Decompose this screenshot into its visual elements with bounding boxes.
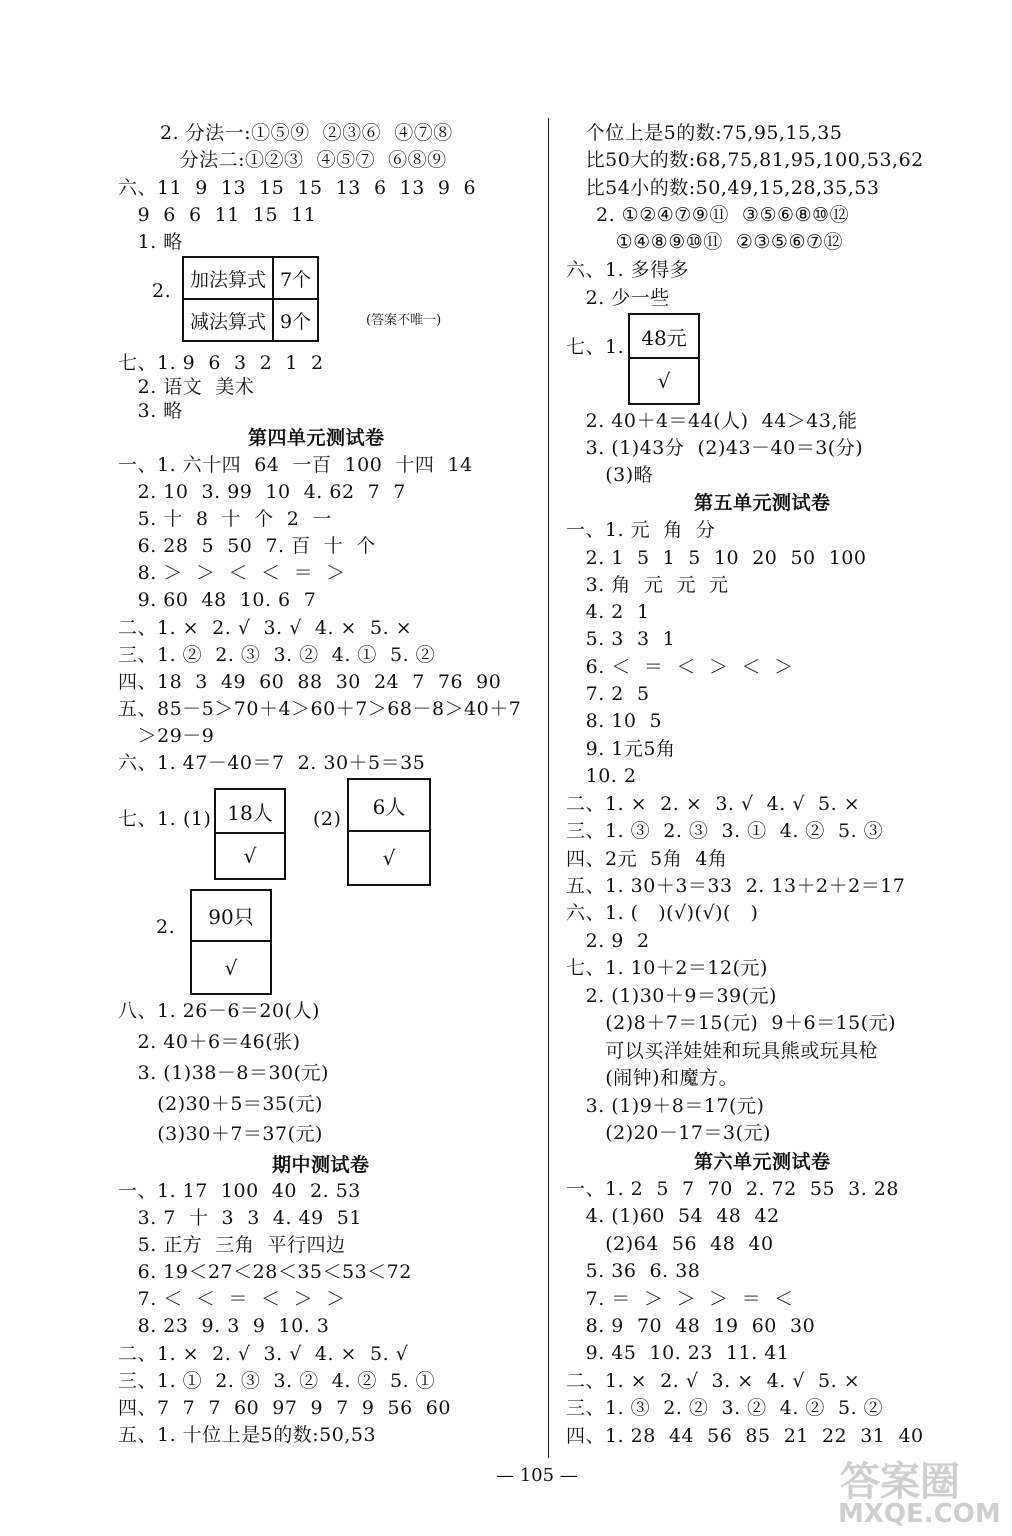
right-line-37: 4. (1)60 54 48 42 <box>566 1205 780 1227</box>
right-line-17: 6. ＜ ＝ ＜ ＞ ＜ ＞ <box>566 656 794 678</box>
left-line-21: 六、1. 47－40＝7 2. 30＋5＝35 <box>118 752 426 774</box>
table-cell: 加法算式 <box>183 257 273 299</box>
left-line-30: 5. 正方 三角 平行四边 <box>118 1234 346 1256</box>
left-line-25: (2)30＋5＝35(元) <box>118 1093 323 1115</box>
answer-table <box>182 256 319 342</box>
right-line-32: (闹钟)和魔方。 <box>566 1067 739 1089</box>
left-line-31: 6. 19＜27＜28＜35＜53＜72 <box>118 1261 412 1283</box>
right-line-44: 三、1. ③ 2. ② 3. ② 4. ② 5. ② <box>566 1397 884 1419</box>
answer-box <box>190 889 272 995</box>
q7-label: 七、1. <box>118 808 177 830</box>
left-line-34: 二、1. × 2. √ 3. √ 4. × 5. √ <box>118 1343 409 1365</box>
right-line-15: 4. 2 1 <box>566 601 650 623</box>
section-title: 第五单元测试卷 <box>694 492 831 514</box>
left-line-6: 七、1. 9 6 3 2 1 2 <box>118 352 324 374</box>
answer-box <box>347 778 431 886</box>
section-title: 第六单元测试卷 <box>694 1151 831 1173</box>
left-line-35: 三、1. ① 2. ③ 3. ② 4. ② 5. ① <box>118 1370 436 1392</box>
right-line-12: 一、1. 元 角 分 <box>566 519 716 541</box>
right-line-18: 7. 2 5 <box>566 683 650 705</box>
q7-part-b: (2) <box>313 808 342 830</box>
right-line-25: 五、1. 30＋3＝33 2. 13＋2＋2＝17 <box>566 875 906 897</box>
right-line-28: 七、1. 10＋2＝12(元) <box>566 957 768 979</box>
q7-part-a: (1) <box>183 808 212 830</box>
left-line-8: 3. 略 <box>118 400 183 422</box>
right-line-10: (3)略 <box>566 464 654 486</box>
right-line-16: 5. 3 3 1 <box>566 628 676 650</box>
left-line-18: 四、18 3 49 60 88 30 24 7 76 90 <box>118 671 502 693</box>
page-number: — 105 — <box>496 1465 578 1486</box>
box-answer: 48元 <box>630 315 698 359</box>
left-line-29: 3. 7 十 3 3 4. 49 51 <box>118 1207 362 1229</box>
left-line-28: 一、1. 17 100 40 2. 53 <box>118 1180 361 1202</box>
check-mark: √ <box>243 844 257 868</box>
check-mark: √ <box>382 846 396 870</box>
table-cell: 减法算式 <box>183 299 273 341</box>
left-line-24: 3. (1)38－8＝30(元) <box>118 1062 329 1084</box>
right-line-29: 2. (1)30＋9＝39(元) <box>566 985 777 1007</box>
watermark-site: MXQE.COM <box>838 1499 1001 1529</box>
left-line-7: 2. 语文 美术 <box>118 376 255 398</box>
section-title: 期中测试卷 <box>272 1154 370 1176</box>
right-line-2: 比50大的数:68,75,81,95,100,53,62 <box>566 149 924 171</box>
left-line-37: 五、1. 十位上是5的数:50,53 <box>118 1424 377 1446</box>
left-line-2: 分法二:①②③ ④⑤⑦ ⑥⑧⑨ <box>160 149 447 171</box>
check-mark: √ <box>224 955 238 980</box>
right-line-26: 六、1. ( )(√)(√)( ) <box>566 902 759 924</box>
right-line-39: 5. 36 6. 38 <box>566 1260 701 1282</box>
left-line-11: 2. 10 3. 99 10 4. 62 7 7 <box>118 481 406 503</box>
right-line-24: 四、2元 5角 4角 <box>566 848 728 870</box>
right-line-41: 8. 9 70 48 19 60 30 <box>566 1315 816 1337</box>
box-answer: 90只 <box>192 891 270 942</box>
right-line-14: 3. 角 元 元 元 <box>566 574 729 596</box>
right-line-27: 2. 9 2 <box>566 930 650 952</box>
right-line-43: 二、1. × 2. √ 3. × 4. √ 5. × <box>566 1370 861 1392</box>
right-line-5: ①④⑧⑨⑩⑪ ②③⑤⑥⑦⑫ <box>596 231 844 253</box>
check-mark: √ <box>657 369 671 393</box>
right-line-6: 六、1. 多得多 <box>566 259 690 281</box>
left-line-33: 8. 23 9. 3 9 10. 3 <box>118 1315 330 1337</box>
answer-box <box>214 788 286 880</box>
box-answer: 6人 <box>349 780 429 832</box>
left-line-20: ＞29－9 <box>118 725 215 747</box>
left-line-16: 二、1. × 2. √ 3. √ 4. × 5. × <box>118 617 413 639</box>
table-note: (答案不唯一) <box>366 313 442 328</box>
left-line-36: 四、7 7 7 60 97 9 7 9 56 60 <box>118 1397 451 1419</box>
right-line-36: 一、1. 2 5 7 70 2. 72 55 3. 28 <box>566 1178 899 1200</box>
right-line-40: 7. ＝ ＞ ＞ ＞ ＝ ＜ <box>566 1288 794 1310</box>
right-line-34: (2)20－17＝3(元) <box>566 1122 771 1144</box>
right-line-3: 比54小的数:50,49,15,28,35,53 <box>566 177 880 199</box>
right-line-45: 四、1. 28 44 56 85 21 22 31 40 <box>566 1425 924 1447</box>
table-cell: 9个 <box>273 299 318 341</box>
right-line-8: 2. 40＋4＝44(人) 44＞43,能 <box>566 410 858 432</box>
section-title: 第四单元测试卷 <box>248 427 385 449</box>
right-line-9: 3. (1)43分 (2)43－40＝3(分) <box>566 437 864 459</box>
left-line-22: 八、1. 26－6＝20(人) <box>118 1000 320 1022</box>
right-line-19: 8. 10 5 <box>566 710 663 732</box>
right-line-21: 10. 2 <box>566 765 637 787</box>
watermark-logo: 答案圈 <box>840 1459 960 1505</box>
right-line-1: 个位上是5的数:75,95,15,35 <box>566 122 843 144</box>
left-line-13: 6. 28 5 50 7. 百 十 个 <box>118 535 376 557</box>
left-line-17: 三、1. ② 2. ③ 3. ② 4. ① 5. ② <box>118 644 436 666</box>
left-line-10: 一、1. 六十四 64 一百 100 十四 14 <box>118 454 473 476</box>
left-line-5: 1. 略 <box>118 231 183 253</box>
left-line-26: (3)30＋7＝37(元) <box>118 1123 323 1145</box>
right-line-23: 三、1. ③ 2. ③ 3. ① 4. ② 5. ③ <box>566 820 884 842</box>
right-line-13: 2. 1 5 1 5 10 20 50 100 <box>566 547 867 569</box>
column-divider <box>548 118 549 1458</box>
left-line-15: 9. 60 48 10. 6 7 <box>118 589 317 611</box>
box-answer: 18人 <box>216 790 284 834</box>
right-line-42: 9. 45 10. 23 11. 41 <box>566 1342 790 1364</box>
q7-label-right: 七、1. <box>566 336 625 358</box>
left-line-1: 2. 分法一:①⑤⑨ ②③⑥ ④⑦⑧ <box>160 122 453 144</box>
right-line-7: 2. 少一些 <box>566 287 670 309</box>
left-line-19: 五、85－5＞70＋4＞60＋7＞68－8＞40＋7 <box>118 698 522 720</box>
answer-box <box>628 313 700 405</box>
right-line-4: 2. ①②④⑦⑨⑪ ③⑤⑥⑧⑩⑫ <box>596 204 850 226</box>
table-cell: 7个 <box>273 257 318 299</box>
right-line-33: 3. (1)9＋8＝17(元) <box>566 1095 765 1117</box>
table-label: 2. <box>152 280 172 302</box>
right-line-20: 9. 1元5角 <box>566 738 676 760</box>
left-line-23: 2. 40＋6＝46(张) <box>118 1031 301 1053</box>
right-line-30: (2)8＋7＝15(元) 9＋6＝15(元) <box>566 1012 897 1034</box>
right-line-38: (2)64 56 48 40 <box>566 1233 774 1255</box>
left-line-32: 7. ＜ ＜ ＝ ＜ ＞ ＞ <box>118 1288 346 1310</box>
left-line-3: 六、11 9 13 15 15 13 6 13 9 6 <box>118 177 477 199</box>
right-line-31: 可以买洋娃娃和玩具熊或玩具枪 <box>566 1040 879 1062</box>
left-line-14: 8. ＞ ＞ ＜ ＜ ＝ ＞ <box>118 562 346 584</box>
left-line-12: 5. 十 8 十 个 2 一 <box>118 508 332 530</box>
left-line-4: 9 6 6 11 15 11 <box>118 204 317 226</box>
right-line-22: 二、1. × 2. × 3. √ 4. √ 5. × <box>566 793 861 815</box>
q7-2-label: 2. <box>156 916 176 938</box>
